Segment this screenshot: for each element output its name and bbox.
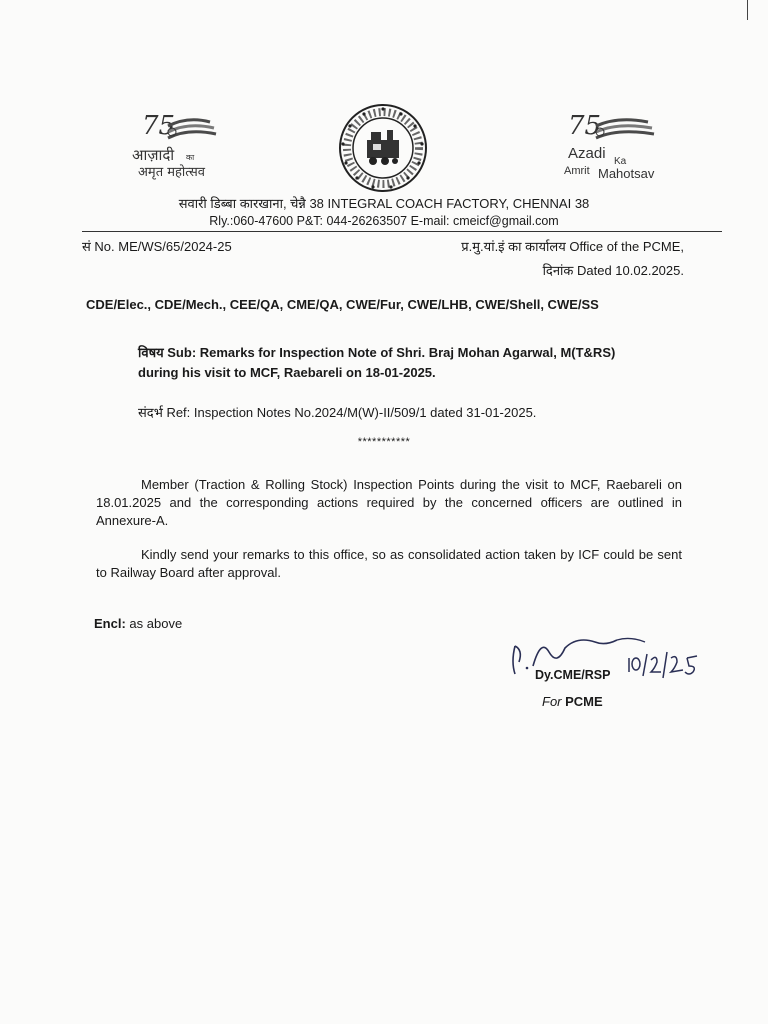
letter-reference-number: सं No. ME/WS/65/2024-25	[82, 239, 232, 254]
body-paragraph-2: Kindly send your remarks to this office, so as consolidated action taken by ICF could be sent to Railway Board after approval.	[96, 547, 682, 580]
separator-stars: ***********	[357, 436, 411, 448]
reference-line: संदर्भ Ref: Inspection Notes No.2024/M(W)-II/509/1 dated 31-01-2025.	[138, 405, 537, 420]
enclosure-label: Encl:	[94, 616, 126, 631]
svg-text:75: 75	[568, 111, 602, 141]
for-prefix: For	[542, 694, 562, 709]
subject-block	[138, 343, 698, 383]
organization-line: सवारी डिब्बा कारखाना, चेन्नै 38 INTEGRAL COACH FACTORY, CHENNAI 38	[178, 196, 590, 211]
azadi-ka-amrit-mahotsav-english-logo	[560, 108, 685, 183]
page-edge-line	[747, 0, 748, 20]
subject-line-1: विषय Sub: Remarks for Inspection Note of Shri. Braj Mohan Agarwal, M(T&RS)	[138, 345, 616, 360]
azadi-ka-amrit-mahotsav-hindi-logo	[128, 108, 238, 183]
enclosure-value: as above	[125, 616, 183, 631]
logo-left-line1: आज़ादी	[132, 146, 175, 164]
signatory-on-behalf	[542, 694, 603, 709]
indian-railways-emblem	[333, 100, 433, 195]
logo-right-amrit: Amrit	[564, 165, 590, 177]
logo-left-line2: अमृत महोत्सव	[138, 165, 206, 180]
issuing-office: प्र.मु.यां.इं का कार्यालय Office of the PCME,	[461, 239, 684, 254]
header-divider	[82, 231, 722, 232]
recipients-list: CDE/Elec., CDE/Mech., CEE/QA, CME/QA, CWE/Fur, CWE/LHB, CWE/Shell, CWE/SS	[86, 297, 599, 312]
logo-right-ka: Ka	[614, 156, 627, 167]
logo-right-mahotsav: Mahotsav	[598, 166, 655, 181]
subject-line-2: during his visit to MCF, Raebareli on 18-01-2025.	[138, 365, 436, 380]
contact-line: Rly.:060-47600 P&T: 044-26263507 E-mail: cmeicf@gmail.com	[209, 214, 559, 228]
for-office: PCME	[565, 694, 603, 709]
enclosure-line	[94, 616, 182, 631]
logo-left-ka: का	[186, 153, 195, 162]
logo-right-line1: Azadi	[568, 145, 606, 162]
body-paragraph-1: Member (Traction & Rolling Stock) Inspection Points during the visit to MCF, Raebareli on 18.01.2025 and the corresponding actions required by the concerned officers are outlined in Annexure-A.	[96, 477, 682, 528]
svg-text:75: 75	[142, 111, 176, 141]
locomotive-icon	[367, 130, 399, 165]
letter-date: दिनांक Dated 10.02.2025.	[542, 263, 684, 278]
signatory-designation: Dy.CME/RSP	[535, 668, 611, 682]
handwritten-date	[629, 652, 697, 678]
